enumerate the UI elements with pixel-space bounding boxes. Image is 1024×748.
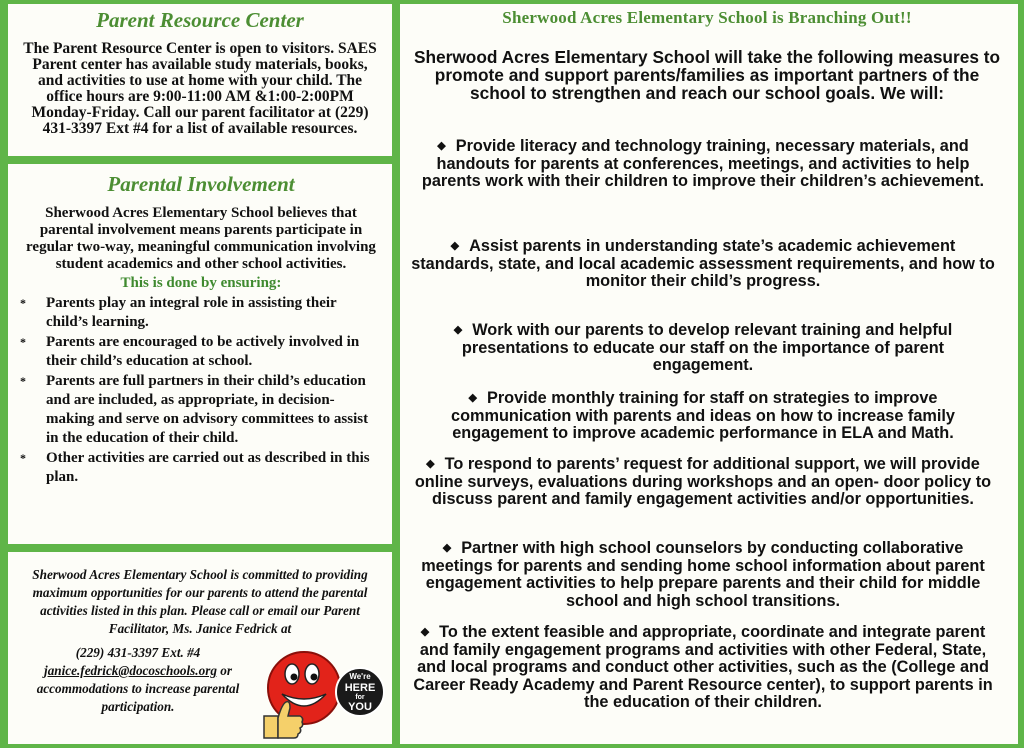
asterisk-bullet-icon: * (20, 296, 26, 310)
contact-closing: accommodations to increase parental participation. (36, 681, 240, 714)
list-item: ◆ To the extent feasible and appropriate, coordinate and integrate parent and family engagement programs and activities with other Federal, State, and local programs and conduct other activities, such as the (College and Career Ready Academy and Parent Resource center), to support parents in the education of their children. (413, 623, 993, 711)
diamond-bullet-icon: ◆ (450, 240, 460, 252)
badge-line-1: We're (349, 672, 371, 681)
diamond-bullet-icon: ◆ (468, 392, 477, 404)
asterisk-bullet-icon: * (20, 374, 26, 388)
parental-involvement-panel (8, 164, 392, 544)
branching-out-intro: Sherwood Acres Elementary School will take the following measures to promote and support parents/families as important partners of the school to strengthen and reach our school goals. We will: (413, 47, 1001, 103)
list-item: ◆ To respond to parents’ request for additional support, we will provide online surveys, evaluations during workshops and an open- door policy to discuss parent and family engagement activities and/or opportunities. (414, 455, 992, 508)
list-item: * Parents play an integral role in assisting their child’s learning. (20, 295, 337, 330)
diamond-bullet-icon: ◆ (453, 324, 463, 336)
badge-line-2: HERE (344, 682, 376, 694)
list-item: * Parents are full partners in their child’s education and are included, as appropriate, in decision-making and serve on advisory committees to assist in the education of their child. (20, 373, 369, 446)
commitment-text: Sherwood Acres Elementary School is committed to providing maximum opportunities for our parents to attend the parental activities listed in this plan. Please call or email our Parent Facilitator, Ms. Janice Fedrick at (32, 567, 368, 636)
commitment-panel (8, 552, 392, 744)
ensuring-heading: This is done by ensuring: (120, 275, 282, 291)
list-item: ◆ Partner with high school counselors by conducting collaborative meetings for parents and sending home school information about parent engagement activities to help prepare parents and their child for middle school and high school transitions. (421, 539, 985, 610)
list-item: ◆ Work with our parents to develop relevant training and helpful presentations to educate our staff on the importance of parent engagement. (453, 321, 953, 374)
list-item: * Other activities are carried out as described in this plan. (20, 450, 370, 485)
branching-out-panel (400, 4, 1018, 744)
diamond-bullet-icon: ◆ (442, 542, 452, 554)
diamond-bullet-icon: ◆ (426, 458, 435, 470)
contact-phone: (229) 431-3397 Ext. #4 (75, 645, 201, 660)
parental-involvement-title: Parental Involvement (107, 172, 295, 196)
contact-email-line: janice.fedrick@docoschools.org or (44, 663, 232, 678)
contact-block (18, 644, 258, 716)
contact-email-link[interactable]: janice.fedrick@docoschools.org (44, 663, 217, 678)
parental-involvement-intro: Sherwood Acres Elementary School believes that parental involvement means parents participate in regular two-way, meaningful communication involving student academics and other school activities. (26, 205, 376, 272)
parent-resource-center-panel (8, 4, 392, 156)
list-item: * Parents are encouraged to be actively involved in their child’s education at school. (20, 334, 360, 369)
list-item: ◆ Provide monthly training for staff on strategies to improve communication with parents and ideas on how to increase family engagement to improve academic performance in ELA and Math. (451, 389, 955, 442)
list-item: ◆ Assist parents in understanding state’s academic achievement standards, state, and local academic assessment requirements, and how to monitor their child’s progress. (411, 237, 995, 290)
badge-line-4: YOU (348, 701, 372, 713)
list-item: ◆ Provide literacy and technology training, necessary materials, and handouts for parents at conferences, meetings, and activities to help parents work with their children to improve their children’s achievement. (421, 137, 985, 190)
branching-out-title: Sherwood Acres Elementary School is Branching Out!! (502, 8, 912, 27)
diamond-bullet-icon: ◆ (437, 140, 446, 152)
diamond-bullet-icon: ◆ (420, 626, 430, 638)
asterisk-bullet-icon: * (20, 451, 26, 465)
parent-resource-center-title: Parent Resource Center (96, 8, 304, 32)
smiley-thumbs-up-icon (260, 644, 386, 740)
badge-line-3: for (355, 694, 365, 701)
asterisk-bullet-icon: * (20, 335, 26, 349)
parent-resource-center-body: The Parent Resource Center is open to visitors. SAES Parent center has available study materials, books, and activities to use at home with your child. The office hours are 9:00-11:00 AM &1:00-2:00PM Monday-Friday. Call our parent facilitator at (229) 431-3397 Ext #4 for a list of available resources. (23, 40, 377, 137)
ensuring-list (20, 294, 382, 487)
